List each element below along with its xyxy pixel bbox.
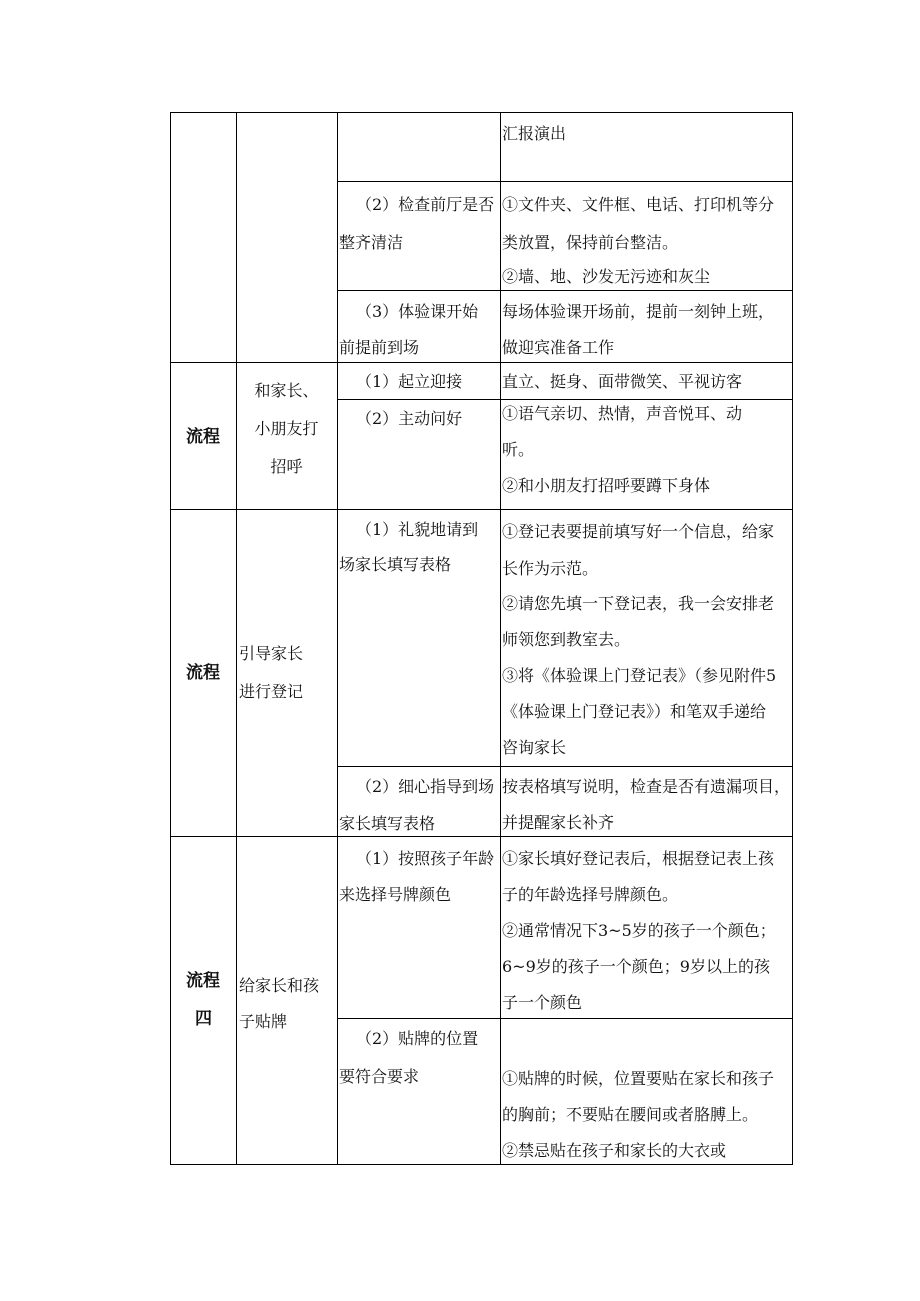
content-line: 《体验课上门登记表》）和笔双手递给 — [502, 702, 767, 721]
sub-item-label: 家长填写表格 — [339, 814, 436, 833]
sub-item-label: （2）贴牌的位置 — [356, 1029, 479, 1048]
step-label: 四 — [195, 1009, 212, 1029]
item-label: 小朋友打 — [254, 419, 319, 438]
sub-item-label: （1）起立迎接 — [356, 372, 463, 391]
sub-item-label: （3）体验课开始 — [356, 302, 479, 321]
content-line: 做迎宾准备工作 — [502, 338, 615, 357]
sub-item-label: 来选择号牌颜色 — [339, 885, 452, 904]
sub-item-label: 要符合要求 — [339, 1067, 420, 1086]
sub-item-label: （2）主动问好 — [356, 409, 463, 428]
content-line: 汇报演出 — [502, 124, 567, 143]
content-line: 6~9岁的孩子一个颜色；9岁以上的孩 — [502, 957, 770, 976]
content-line: ①文件夹、文件框、电话、打印机等分 — [502, 195, 775, 214]
content-line: ③将《体验课上门登记表》（参见附件5 — [502, 666, 777, 685]
content-line: ②和小朋友打招呼要蹲下身体 — [502, 476, 711, 495]
content-line: ②墙、地、沙发无污迹和灰尘 — [502, 267, 711, 286]
item-label: 引导家长 — [239, 644, 304, 663]
item-label: 招呼 — [270, 457, 303, 476]
sub-item-label: （2）检查前厅是否 — [356, 195, 495, 214]
step-label: 流程 — [186, 663, 220, 683]
item-label: 给家长和孩 — [239, 976, 320, 995]
sub-item-label: （1）礼貌地请到 — [356, 520, 479, 539]
content-line: ②通常情况下3~5岁的孩子一个颜色； — [502, 921, 776, 940]
content-line: ①家长填好登记表后，根据登记表上孩 — [502, 849, 775, 868]
step-label: 流程 — [186, 427, 220, 447]
item-label: 和家长、 — [254, 381, 319, 400]
content-line: 并提醒家长补齐 — [502, 813, 615, 832]
sub-item-label: 场家长填写表格 — [339, 555, 452, 574]
content-line: 子一个颜色 — [502, 993, 583, 1012]
sub-item-label: 整齐清洁 — [339, 233, 404, 252]
content-line: ①登记表要提前填写好一个信息，给家 — [502, 522, 775, 541]
sub-item-label: 前提前到场 — [339, 338, 420, 357]
item-label: 子贴牌 — [239, 1012, 288, 1031]
content-line: 听。 — [502, 440, 535, 459]
content-line: 每场体验课开场前，提前一刻钟上班， — [502, 302, 775, 321]
content-line: ②禁忌贴在孩子和家长的大衣或 — [502, 1141, 727, 1160]
content-line: 直立、挺身、面带微笑、平视访客 — [502, 372, 743, 391]
content-line: ②请您先填一下登记表，我一会安排老 — [502, 594, 775, 613]
content-line: 按表格填写说明，检查是否有遗漏项目， — [502, 777, 791, 796]
content-line: ①语气亲切、热情，声音悦耳、动 — [502, 404, 743, 423]
content-line: ①贴牌的时候，位置要贴在家长和孩子 — [502, 1069, 775, 1088]
content-line: 咨询家长 — [502, 738, 567, 757]
sub-item-label: （1）按照孩子年龄 — [356, 849, 495, 868]
content-line: 的胸前；不要贴在腰间或者胳膊上。 — [502, 1105, 759, 1124]
content-line: 长作为示范。 — [502, 559, 599, 578]
content-line: 子的年龄选择号牌颜色。 — [502, 885, 679, 904]
sub-item-label: （2）细心指导到场 — [356, 777, 495, 796]
content-line: 师领您到教室去。 — [502, 630, 631, 649]
item-label: 进行登记 — [239, 682, 304, 701]
content-line: 类放置，保持前台整洁。 — [502, 233, 679, 252]
step-label: 流程 — [186, 971, 220, 991]
